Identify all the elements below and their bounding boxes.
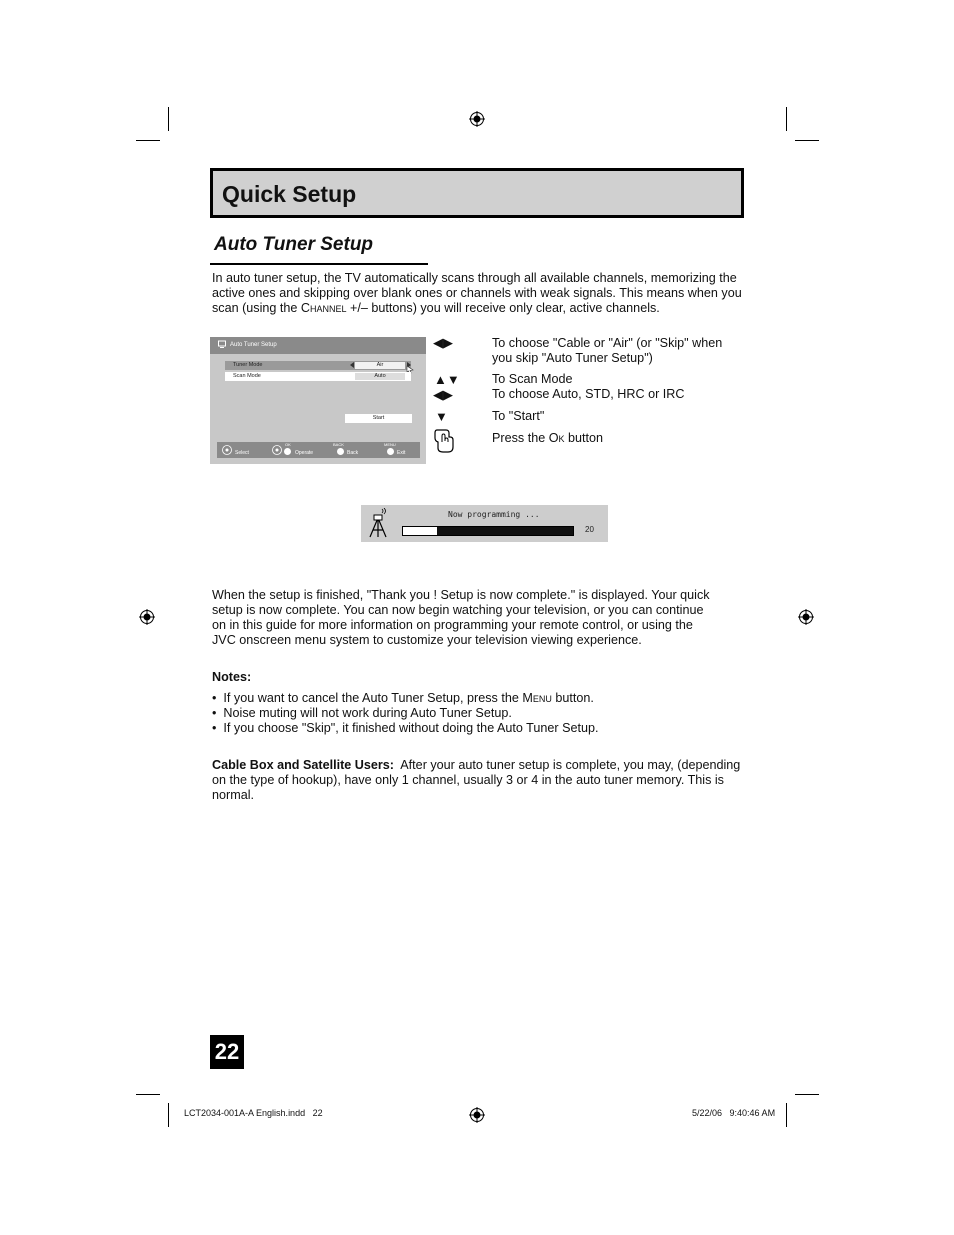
crop-mark: [168, 107, 169, 131]
crop-mark: [786, 1103, 787, 1127]
ok-hint-top: OK: [285, 442, 291, 447]
tuner-mode-label: Tuner Mode: [233, 362, 263, 368]
progress-channel-number: 20: [585, 525, 594, 534]
registration-mark-icon: [798, 609, 814, 625]
section-header: [210, 168, 744, 218]
intro-paragraph: In auto tuner setup, the TV automatically scans through all available channels, memorizing the active ones and skipping over blank ones or channels with weak signals. This means when you scan (using the Channel +/– buttons) you will receive only clear, active channels.: [212, 271, 742, 315]
footer-timestamp: 5/22/06 9:40:46 AM: [692, 1108, 776, 1118]
tuner-setup-screen: [210, 337, 426, 464]
tv-menu-icon: [218, 340, 226, 348]
back-button-icon: [337, 448, 344, 455]
instruction-press-ok: Press the Ok button: [492, 431, 604, 445]
progress-label: Now programming ...: [448, 510, 540, 519]
arrow-left-icon: [350, 362, 354, 368]
programming-progress-screen: [361, 505, 608, 542]
section-title-rule: [210, 263, 428, 265]
notes-heading: Notes:: [212, 670, 252, 684]
screen-title-bar: [210, 337, 426, 354]
instruction-up-down: To Scan Mode: [492, 372, 573, 386]
down-arrow-icon: ▼: [435, 409, 448, 424]
list-item: • If you want to cancel the Auto Tuner Setup, press the Menu button.: [212, 691, 594, 705]
menu-button-icon: [387, 448, 394, 455]
left-right-arrows-icon: ◀▶: [433, 335, 453, 350]
back-hint: Back: [347, 450, 359, 456]
scan-mode-value: Auto: [355, 373, 405, 380]
notes-list: [212, 691, 752, 736]
footer-file-info: LCT2034-001A-A English.indd 22: [184, 1108, 323, 1118]
tuner-mode-value: Air: [355, 362, 405, 369]
progress-bar: [402, 526, 574, 536]
menu-button-name: Menu: [522, 691, 552, 705]
antenna-icon: [366, 508, 390, 539]
page-title: Quick Setup: [222, 181, 357, 207]
operate-hint: Operate: [295, 450, 314, 456]
instruction-left-right: To choose "Cable or "Air" (or "Skip" when you skip "Auto Tuner Setup"): [492, 336, 723, 365]
ok-pad-icon: [272, 445, 282, 455]
channel-button-name: Channel: [300, 301, 347, 315]
crop-mark: [168, 1103, 169, 1127]
screen-title: Auto Tuner Setup: [230, 342, 277, 348]
registration-mark-icon: [469, 111, 485, 127]
left-right-arrows-icon: ◀▶: [433, 387, 453, 402]
scan-mode-row[interactable]: [225, 372, 411, 381]
list-item: • Noise muting will not work during Auto Tuner Setup.: [212, 706, 512, 720]
tuner-mode-row[interactable]: [225, 361, 411, 370]
ok-button-name: Ok: [548, 431, 565, 445]
scan-mode-label: Scan Mode: [233, 373, 261, 379]
progress-bar-fill: [403, 527, 437, 535]
cable-box-heading: Cable Box and Satellite Users:: [212, 758, 394, 772]
instruction-left-right-2: To choose Auto, STD, HRC or IRC: [492, 387, 685, 401]
screen-footer: [217, 442, 420, 458]
press-hand-icon: [433, 428, 457, 454]
start-button[interactable]: Start: [345, 414, 412, 423]
crop-mark: [786, 107, 787, 131]
page-number: 22: [210, 1035, 244, 1069]
ok-button-icon: [284, 448, 291, 455]
crop-mark: [136, 1094, 160, 1095]
menu-hint-top: MENU: [384, 442, 396, 447]
select-pad-icon: [222, 445, 232, 455]
instruction-down: To "Start": [492, 409, 545, 423]
completion-paragraph: When the setup is finished, "Thank you ! Setup is now complete." is displayed. Your quick setup is now complete. You can now begin watching your television, or you can continue on in this guide for more information on programming your remote control, or using the JVC onscreen menu system to customize your television viewing experience.: [212, 588, 710, 647]
crop-mark: [136, 140, 160, 141]
cable-box-paragraph: Cable Box and Satellite Users: After your auto tuner setup is complete, you may, (depending on the type of hookup), have only 1 channel, usually 3 or 4 in the auto tuner memory. This is normal.: [212, 758, 741, 802]
list-item: • If you choose "Skip", it finished without doing the Auto Tuner Setup.: [212, 721, 599, 735]
registration-mark-icon: [469, 1107, 485, 1123]
crop-mark: [795, 140, 819, 141]
crop-mark: [795, 1094, 819, 1095]
back-hint-top: BACK: [333, 442, 344, 447]
select-hint: Select: [235, 450, 249, 456]
up-down-arrows-icon: ▲▼: [434, 372, 460, 387]
exit-hint: Exit: [397, 450, 406, 456]
section-title: Auto Tuner Setup: [214, 234, 374, 255]
registration-mark-icon: [139, 609, 155, 625]
